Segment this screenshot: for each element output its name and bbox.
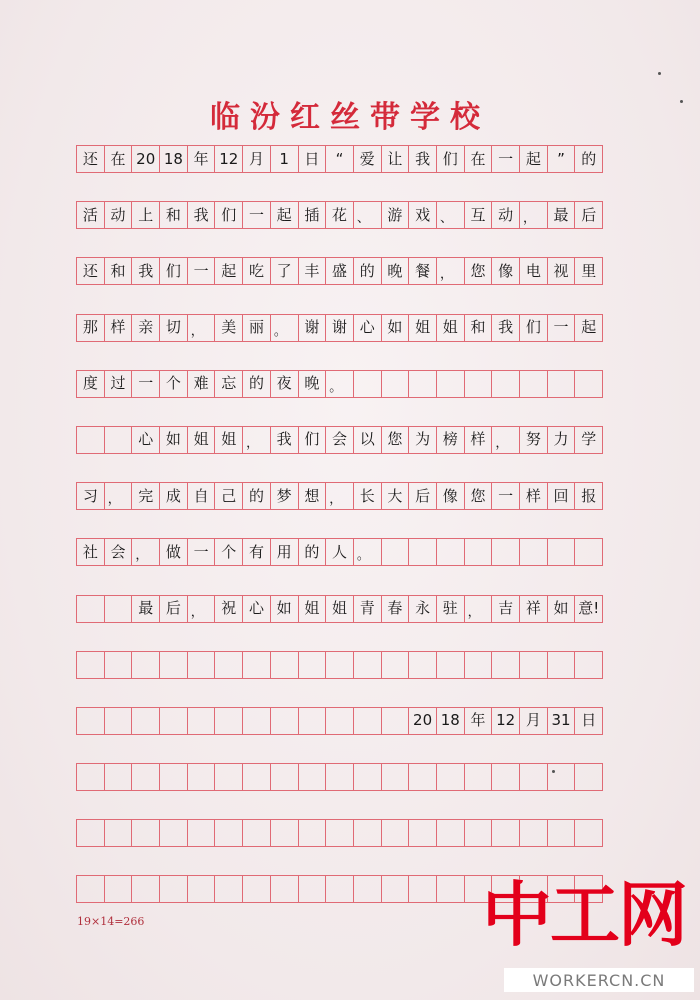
grid-cell: 起: [575, 314, 603, 342]
grid-cell: [105, 651, 133, 679]
grid-cell: ，: [188, 314, 216, 342]
grid-cell: [77, 426, 105, 454]
grid-cell: 成: [160, 482, 188, 510]
grid-cell: 日: [299, 145, 327, 173]
grid-cell: [271, 707, 299, 735]
grid-cell: [271, 819, 299, 847]
grid-cell: 切: [160, 314, 188, 342]
grid-cell: 电: [520, 257, 548, 285]
grid-row: [76, 314, 622, 342]
grid-cell: 和: [160, 201, 188, 229]
grid-cell: 社: [77, 538, 105, 566]
grid-cell: [243, 875, 271, 903]
grid-cell: [520, 538, 548, 566]
grid-cell: [382, 370, 410, 398]
grid-cell: 起: [215, 257, 243, 285]
grid-cell: ，: [132, 538, 160, 566]
grid-cell: 做: [160, 538, 188, 566]
grid-cell: 年: [188, 145, 216, 173]
grid-cell: 里: [575, 257, 603, 285]
grid-cell: [215, 707, 243, 735]
grid-cell: [271, 763, 299, 791]
grid-row: [76, 819, 622, 847]
grid-cell: 回: [548, 482, 576, 510]
grid-cell: 一: [132, 370, 160, 398]
grid-cell: [382, 819, 410, 847]
grid-cell: [409, 819, 437, 847]
grid-cell: [354, 370, 382, 398]
grid-cell: 后: [575, 201, 603, 229]
grid-cell: 1: [271, 145, 299, 173]
grid-cell: [77, 651, 105, 679]
grid-cell: 姐: [409, 314, 437, 342]
grid-cell: [354, 651, 382, 679]
grid-cell: 学: [575, 426, 603, 454]
grid-cell: [105, 426, 133, 454]
grid-cell: 我: [492, 314, 520, 342]
grid-cell: 互: [465, 201, 493, 229]
grid-cell: 戏: [409, 201, 437, 229]
grid-cell: [326, 651, 354, 679]
grid-cell: [326, 875, 354, 903]
workercn-logo: 中工网: [482, 874, 686, 956]
grid-cell: [409, 651, 437, 679]
grid-cell: [243, 819, 271, 847]
grid-cell: [520, 819, 548, 847]
grid-cell: 如: [271, 595, 299, 623]
grid-cell: [105, 819, 133, 847]
grid-cell: [465, 651, 493, 679]
grid-cell: [326, 707, 354, 735]
grid-cell: “: [326, 145, 354, 173]
grid-cell: [215, 819, 243, 847]
grid-cell: [243, 651, 271, 679]
grid-cell: [409, 763, 437, 791]
grid-cell: 会: [105, 538, 133, 566]
grid-cell: 和: [465, 314, 493, 342]
grid-cell: [326, 819, 354, 847]
grid-cell: 人: [326, 538, 354, 566]
grid-cell: [299, 651, 327, 679]
grid-cell: 意!: [575, 595, 603, 623]
grid-cell: [409, 370, 437, 398]
grid-cell: 会: [326, 426, 354, 454]
grid-count-label: 19×14=266: [77, 915, 145, 928]
grid-cell: 年: [465, 707, 493, 735]
grid-cell: [492, 763, 520, 791]
grid-cell: 谢: [326, 314, 354, 342]
grid-cell: 样: [520, 482, 548, 510]
grid-cell: 春: [382, 595, 410, 623]
grid-cell: 们: [160, 257, 188, 285]
grid-cell: 吉: [492, 595, 520, 623]
paper-speck: [658, 72, 661, 75]
grid-cell: ，: [326, 482, 354, 510]
grid-cell: 视: [548, 257, 576, 285]
grid-row: [76, 538, 622, 566]
grid-cell: [299, 707, 327, 735]
grid-cell: 以: [354, 426, 382, 454]
grid-cell: 亲: [132, 314, 160, 342]
grid-cell: 后: [160, 595, 188, 623]
school-title: 临汾红丝带学校: [210, 100, 490, 135]
grid-cell: [437, 538, 465, 566]
grid-cell: 样: [465, 426, 493, 454]
grid-cell: ”: [548, 145, 576, 173]
grid-cell: 们: [299, 426, 327, 454]
grid-cell: [437, 763, 465, 791]
grid-cell: 的: [575, 145, 603, 173]
grid-cell: 起: [520, 145, 548, 173]
paper-speck: [680, 100, 683, 103]
grid-cell: 永: [409, 595, 437, 623]
grid-cell: 丽: [243, 314, 271, 342]
grid-cell: 个: [160, 370, 188, 398]
grid-row: [76, 482, 622, 510]
grid-cell: [299, 819, 327, 847]
grid-cell: [548, 370, 576, 398]
grid-cell: 在: [465, 145, 493, 173]
grid-cell: [520, 763, 548, 791]
grid-cell: 心: [132, 426, 160, 454]
grid-cell: [105, 875, 133, 903]
grid-cell: 谢: [299, 314, 327, 342]
grid-row: [76, 763, 622, 791]
grid-cell: [243, 707, 271, 735]
grid-cell: 12: [492, 707, 520, 735]
grid-cell: 的: [243, 370, 271, 398]
grid-cell: [382, 651, 410, 679]
grid-cell: 还: [77, 145, 105, 173]
grid-cell: [132, 875, 160, 903]
grid-cell: [465, 538, 493, 566]
grid-cell: 让: [382, 145, 410, 173]
grid-cell: [409, 538, 437, 566]
grid-row: [76, 426, 622, 454]
grid-cell: ，: [188, 595, 216, 623]
grid-cell: ，: [437, 257, 465, 285]
grid-cell: [132, 763, 160, 791]
grid-cell: [105, 707, 133, 735]
grid-cell: 、: [437, 201, 465, 229]
grid-cell: [132, 707, 160, 735]
grid-cell: 18: [437, 707, 465, 735]
grid-cell: [77, 763, 105, 791]
grid-cell: 爱: [354, 145, 382, 173]
grid-cell: 动: [105, 201, 133, 229]
grid-cell: [575, 370, 603, 398]
grid-cell: 12: [215, 145, 243, 173]
grid-cell: 姐: [299, 595, 327, 623]
grid-cell: [160, 763, 188, 791]
grid-cell: [437, 370, 465, 398]
grid-cell: 像: [492, 257, 520, 285]
grid-cell: 姐: [215, 426, 243, 454]
grid-cell: [299, 875, 327, 903]
grid-cell: 活: [77, 201, 105, 229]
grid-cell: 月: [520, 707, 548, 735]
grid-cell: 丰: [299, 257, 327, 285]
grid-cell: 我: [132, 257, 160, 285]
grid-cell: 心: [243, 595, 271, 623]
grid-cell: 自: [188, 482, 216, 510]
grid-cell: 的: [299, 538, 327, 566]
grid-cell: 己: [215, 482, 243, 510]
grid-cell: 了: [271, 257, 299, 285]
grid-cell: 晚: [299, 370, 327, 398]
grid-cell: 榜: [437, 426, 465, 454]
grid-cell: [132, 651, 160, 679]
grid-cell: 夜: [271, 370, 299, 398]
grid-cell: 、: [354, 201, 382, 229]
grid-cell: 一: [188, 538, 216, 566]
grid-cell: 一: [243, 201, 271, 229]
grid-cell: [354, 707, 382, 735]
grid-cell: [243, 763, 271, 791]
grid-cell: [548, 763, 576, 791]
grid-cell: 难: [188, 370, 216, 398]
grid-cell: 完: [132, 482, 160, 510]
grid-row: [76, 370, 622, 398]
grid-cell: 20: [409, 707, 437, 735]
grid-cell: 游: [382, 201, 410, 229]
grid-cell: [548, 651, 576, 679]
grid-cell: 吃: [243, 257, 271, 285]
grid-cell: 过: [105, 370, 133, 398]
grid-cell: 我: [409, 145, 437, 173]
grid-cell: [271, 875, 299, 903]
grid-cell: [77, 707, 105, 735]
grid-cell: 。: [354, 538, 382, 566]
grid-cell: 您: [465, 482, 493, 510]
grid-cell: [77, 595, 105, 623]
grid-cell: 。: [271, 314, 299, 342]
grid-cell: [575, 763, 603, 791]
grid-cell: [160, 651, 188, 679]
grid-cell: [492, 370, 520, 398]
grid-row: [76, 707, 622, 735]
grid-cell: 您: [382, 426, 410, 454]
grid-cell: [575, 538, 603, 566]
grid-cell: [382, 538, 410, 566]
grid-cell: 祥: [520, 595, 548, 623]
grid-cell: 18: [160, 145, 188, 173]
grid-cell: [188, 875, 216, 903]
grid-cell: 起: [271, 201, 299, 229]
grid-cell: ，: [465, 595, 493, 623]
grid-cell: [548, 819, 576, 847]
grid-cell: 有: [243, 538, 271, 566]
grid-cell: 一: [492, 482, 520, 510]
grid-row: [76, 201, 622, 229]
grid-cell: 31: [548, 707, 576, 735]
grid-cell: 如: [160, 426, 188, 454]
grid-cell: [492, 651, 520, 679]
grid-cell: 日: [575, 707, 603, 735]
grid-cell: 驻: [437, 595, 465, 623]
grid-cell: [299, 763, 327, 791]
grid-cell: [465, 819, 493, 847]
grid-cell: 您: [465, 257, 493, 285]
grid-cell: 的: [243, 482, 271, 510]
grid-cell: 20: [132, 145, 160, 173]
grid-cell: 还: [77, 257, 105, 285]
grid-cell: [215, 875, 243, 903]
grid-cell: 为: [409, 426, 437, 454]
grid-cell: [437, 875, 465, 903]
grid-cell: [77, 875, 105, 903]
grid-cell: 美: [215, 314, 243, 342]
grid-cell: [105, 595, 133, 623]
grid-cell: [520, 651, 548, 679]
grid-cell: 姐: [326, 595, 354, 623]
grid-cell: [132, 819, 160, 847]
grid-cell: 后: [409, 482, 437, 510]
grid-cell: 一: [548, 314, 576, 342]
grid-cell: 和: [105, 257, 133, 285]
grid-cell: ，: [105, 482, 133, 510]
grid-row: [76, 595, 622, 623]
grid-cell: 力: [548, 426, 576, 454]
grid-cell: [354, 819, 382, 847]
grid-cell: [465, 370, 493, 398]
grid-cell: 我: [271, 426, 299, 454]
grid-cell: 想: [299, 482, 327, 510]
grid-cell: [382, 763, 410, 791]
grid-cell: 用: [271, 538, 299, 566]
grid-cell: 如: [548, 595, 576, 623]
grid-cell: 我: [188, 201, 216, 229]
grid-cell: 报: [575, 482, 603, 510]
grid-cell: 餐: [409, 257, 437, 285]
grid-cell: [160, 707, 188, 735]
grid-cell: 盛: [326, 257, 354, 285]
grid-cell: 长: [354, 482, 382, 510]
grid-cell: 忘: [215, 370, 243, 398]
grid-cell: 心: [354, 314, 382, 342]
paper-speck: [552, 770, 555, 773]
grid-cell: 习: [77, 482, 105, 510]
grid-cell: 的: [354, 257, 382, 285]
grid-cell: 大: [382, 482, 410, 510]
grid-cell: [575, 819, 603, 847]
grid-cell: 们: [520, 314, 548, 342]
grid-cell: 们: [437, 145, 465, 173]
grid-cell: 努: [520, 426, 548, 454]
grid-cell: 如: [382, 314, 410, 342]
grid-cell: [492, 819, 520, 847]
grid-cell: 样: [105, 314, 133, 342]
grid-cell: [215, 763, 243, 791]
grid-cell: 们: [215, 201, 243, 229]
grid-cell: 个: [215, 538, 243, 566]
grid-cell: 祝: [215, 595, 243, 623]
grid-cell: ，: [520, 201, 548, 229]
grid-cell: 月: [243, 145, 271, 173]
grid-row: [76, 651, 622, 679]
grid-cell: ，: [492, 426, 520, 454]
grid-cell: 晚: [382, 257, 410, 285]
grid-cell: [354, 875, 382, 903]
grid-cell: [160, 875, 188, 903]
grid-cell: 梦: [271, 482, 299, 510]
grid-cell: [105, 763, 133, 791]
grid-cell: 动: [492, 201, 520, 229]
grid-cell: [437, 651, 465, 679]
grid-cell: 一: [188, 257, 216, 285]
grid-cell: 上: [132, 201, 160, 229]
grid-cell: [188, 819, 216, 847]
grid-cell: 姐: [437, 314, 465, 342]
grid-cell: 度: [77, 370, 105, 398]
grid-cell: ，: [243, 426, 271, 454]
grid-row: [76, 145, 622, 173]
workercn-url: WORKERCN.CN: [504, 968, 694, 992]
grid-cell: [437, 819, 465, 847]
grid-cell: 最: [548, 201, 576, 229]
grid-cell: [326, 763, 354, 791]
grid-cell: 像: [437, 482, 465, 510]
grid-cell: 在: [105, 145, 133, 173]
grid-cell: [382, 707, 410, 735]
grid-cell: 花: [326, 201, 354, 229]
grid-cell: [188, 651, 216, 679]
grid-cell: 。: [326, 370, 354, 398]
grid-cell: [188, 763, 216, 791]
grid-cell: [271, 651, 299, 679]
grid-cell: 青: [354, 595, 382, 623]
grid-cell: [575, 651, 603, 679]
manuscript-grid: [76, 145, 622, 932]
grid-cell: 插: [299, 201, 327, 229]
grid-cell: [77, 819, 105, 847]
grid-cell: [492, 538, 520, 566]
grid-cell: [215, 651, 243, 679]
grid-cell: 最: [132, 595, 160, 623]
grid-cell: [382, 875, 410, 903]
grid-row: [76, 257, 622, 285]
grid-cell: [160, 819, 188, 847]
grid-cell: 姐: [188, 426, 216, 454]
grid-cell: [520, 370, 548, 398]
grid-cell: [354, 763, 382, 791]
grid-cell: [548, 538, 576, 566]
grid-cell: 一: [492, 145, 520, 173]
grid-cell: [188, 707, 216, 735]
grid-cell: 那: [77, 314, 105, 342]
grid-cell: [465, 763, 493, 791]
grid-cell: [409, 875, 437, 903]
